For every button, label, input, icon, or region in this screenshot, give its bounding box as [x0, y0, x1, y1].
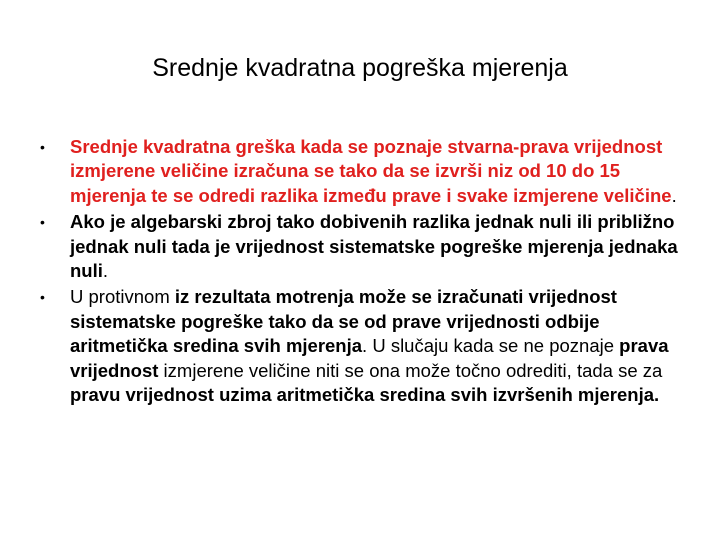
- bullet-item-2: [40, 210, 695, 283]
- bullet-text: .: [102, 260, 109, 282]
- bullet-text: prava vrijednost: [70, 335, 669, 381]
- bullet-text: Ako je algebarski zbroj tako dobivenih razlika jednak nuli ili približno jednak nuli tada je vrijednost sistematske pogreške mjerenja jednaka nuli: [70, 211, 678, 282]
- slide-title: Srednje kvadratna pogreška mjerenja: [152, 54, 568, 82]
- bullet-text: Srednje kvadratna greška kada se poznaje stvarna-prava vrijednost izmjerene veličine izračuna se tako da se izvrši niz od 10 do 15 mjerenja te se odredi razlika između prave i svake izmjerene veličine: [70, 136, 672, 206]
- bullet-item-3: [40, 285, 695, 407]
- bullet-text: . U slučaju kada se ne poznaje: [362, 335, 620, 357]
- bullet-dot-icon: •: [40, 214, 45, 231]
- bullet-item-1: [40, 135, 695, 208]
- bullet-text: U protivnom: [70, 286, 175, 308]
- bullet-text: izmjerene veličine niti se ona može točno odrediti, tada se za: [158, 359, 663, 381]
- bullet-text: iz rezultata motrenja može se izračunati vrijednost sistematske pogreške tako da se od prave vrijednosti odbije aritmetička sredina svih mjerenja: [70, 286, 617, 357]
- bullet-dot-icon: •: [40, 289, 45, 306]
- bullet-text: .: [671, 184, 677, 206]
- bullet-dot-icon: •: [40, 139, 45, 155]
- bullet-text: pravu vrijednost uzima aritmetička sredina svih izvršenih mjerenja.: [70, 384, 660, 406]
- bullet-list: [40, 135, 695, 409]
